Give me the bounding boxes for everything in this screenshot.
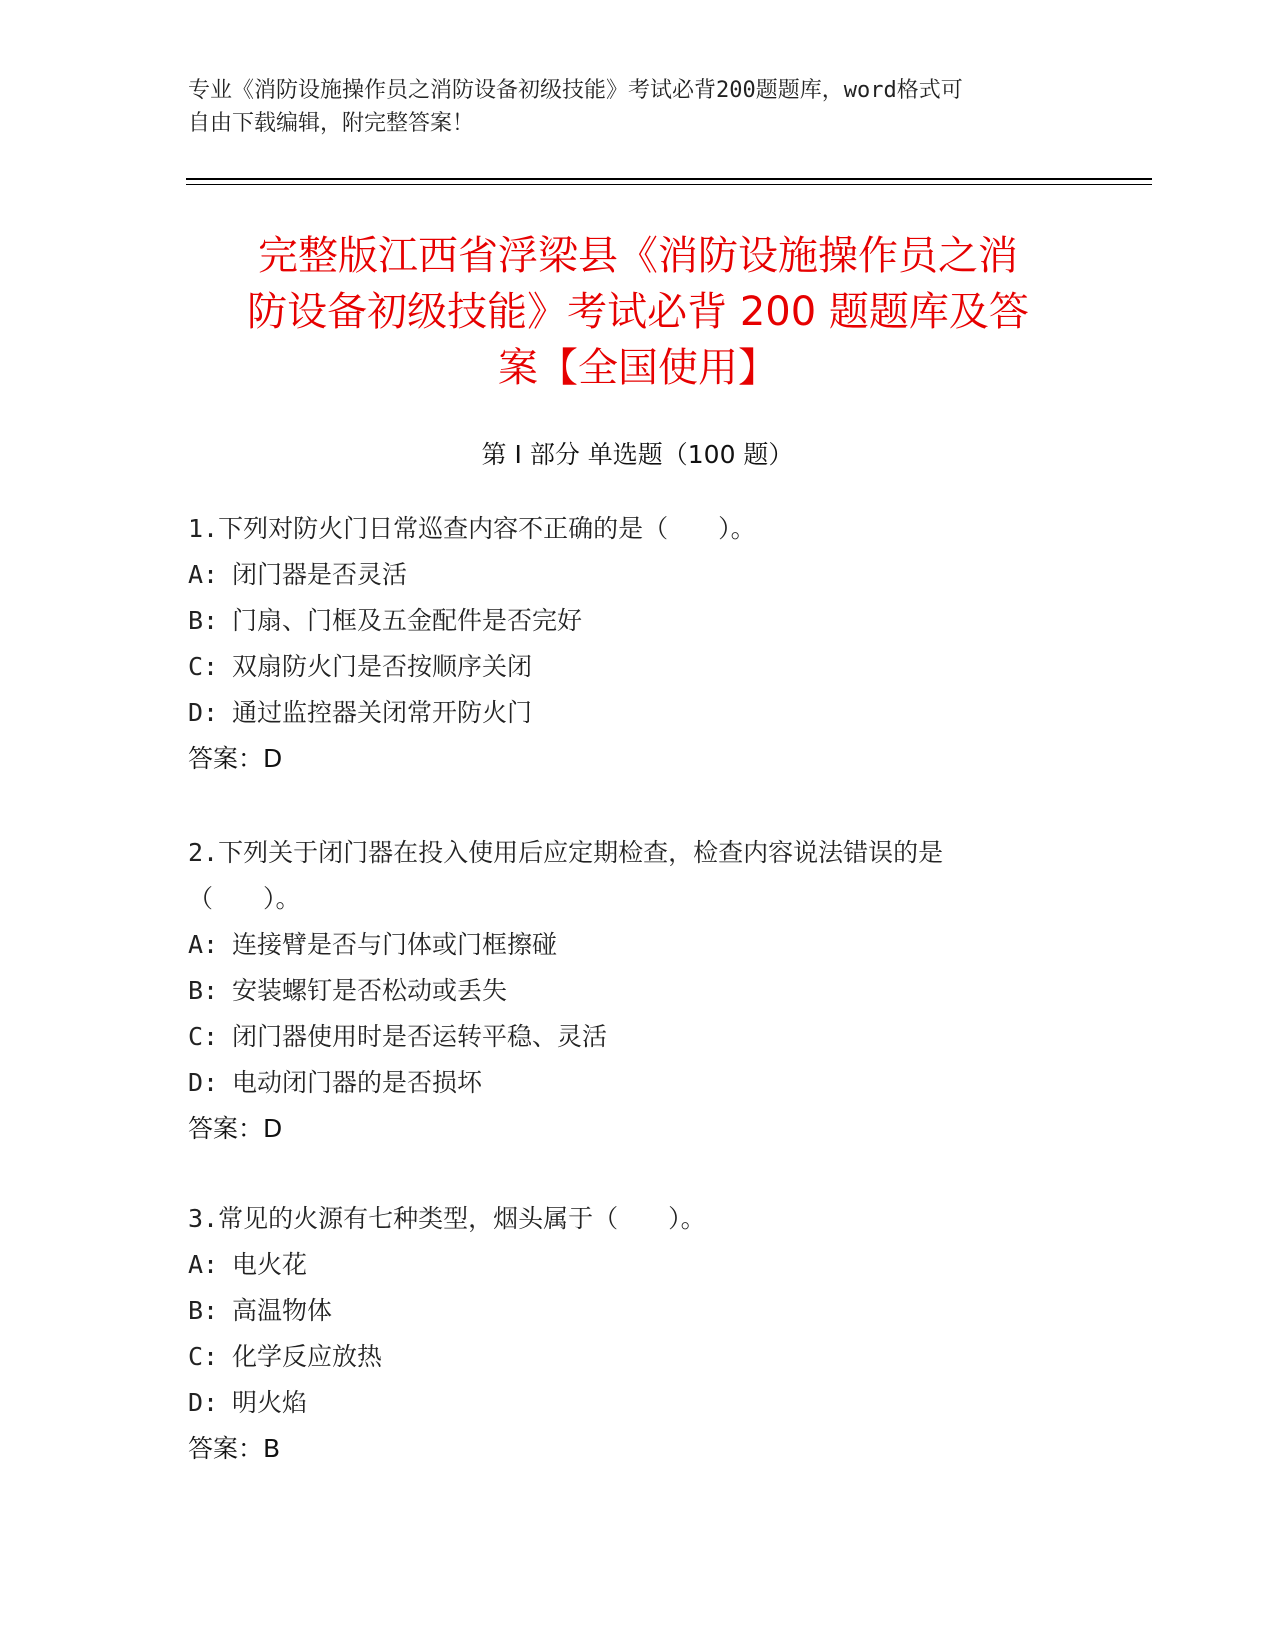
option-text: 高温物体 (232, 1296, 333, 1325)
question-item (188, 1196, 1068, 1472)
question-item (188, 506, 1068, 782)
option-key: B: (188, 976, 219, 1005)
option-key: D: (188, 1068, 219, 1097)
option-b (188, 1288, 1068, 1334)
option-c (188, 1334, 1068, 1380)
option-d (188, 1380, 1068, 1426)
answer-text: 答案：B (188, 1434, 281, 1463)
header-divider-thin (186, 184, 1152, 185)
answer-text: 答案：D (188, 1114, 283, 1143)
document-title-line: 完整版江西省浮梁县《消防设施操作员之消 (258, 233, 1018, 279)
question-stem: 2.下列关于闭门器在投入使用后应定期检查，检查内容说法错误的是 (188, 838, 944, 867)
option-c (188, 644, 1068, 690)
question-stem: 3.常见的火源有七种类型，烟头属于（ ）。 (188, 1204, 706, 1233)
option-d (188, 1060, 1068, 1106)
option-key: D: (188, 698, 219, 727)
option-key: B: (188, 1296, 219, 1325)
option-key: D: (188, 1388, 219, 1417)
option-d (188, 690, 1068, 736)
option-b (188, 968, 1068, 1014)
option-key: C: (188, 1342, 219, 1371)
section-title: 第 I 部分 单选题（100 题） (481, 440, 794, 469)
answer-text: 答案：D (188, 744, 283, 773)
option-text: 电动闭门器的是否损坏 (232, 1068, 483, 1097)
option-key: A: (188, 930, 219, 959)
option-text: 通过监控器关闭常开防火门 (232, 698, 533, 727)
option-key: A: (188, 1250, 219, 1279)
option-key: B: (188, 606, 219, 635)
header-note-line: 专业《消防设施操作员之消防设备初级技能》考试必背200题题库，word格式可 (188, 78, 963, 103)
option-text: 安装螺钉是否松动或丢失 (232, 976, 508, 1005)
option-a (188, 1242, 1068, 1288)
option-text: 闭门器是否灵活 (232, 560, 408, 589)
document-title-line: 防设备初级技能》考试必背 200 题题库及答 (247, 289, 1029, 335)
option-text: 连接臂是否与门体或门框擦碰 (232, 930, 558, 959)
question-stem: 1.下列对防火门日常巡查内容不正确的是（ ）。 (188, 514, 756, 543)
option-c (188, 1014, 1068, 1060)
header-note-line: 自由下载编辑，附完整答案！ (188, 111, 475, 136)
question-stem-continued: （ ）。 (188, 884, 301, 913)
option-text: 闭门器使用时是否运转平稳、灵活 (232, 1022, 608, 1051)
document-title (188, 228, 1088, 396)
option-a (188, 922, 1068, 968)
option-text: 电火花 (232, 1250, 308, 1279)
document-title-line: 案【全国使用】 (498, 345, 778, 391)
option-key: A: (188, 560, 219, 589)
question-item (188, 830, 1068, 1152)
option-text: 明火焰 (232, 1388, 308, 1417)
header-divider-thick (186, 178, 1152, 180)
option-b (188, 598, 1068, 644)
option-text: 双扇防火门是否按顺序关闭 (232, 652, 533, 681)
option-key: C: (188, 1022, 219, 1051)
header-note (188, 74, 1068, 140)
option-a (188, 552, 1068, 598)
option-text: 门扇、门框及五金配件是否完好 (232, 606, 583, 635)
option-text: 化学反应放热 (232, 1342, 383, 1371)
option-key: C: (188, 652, 219, 681)
